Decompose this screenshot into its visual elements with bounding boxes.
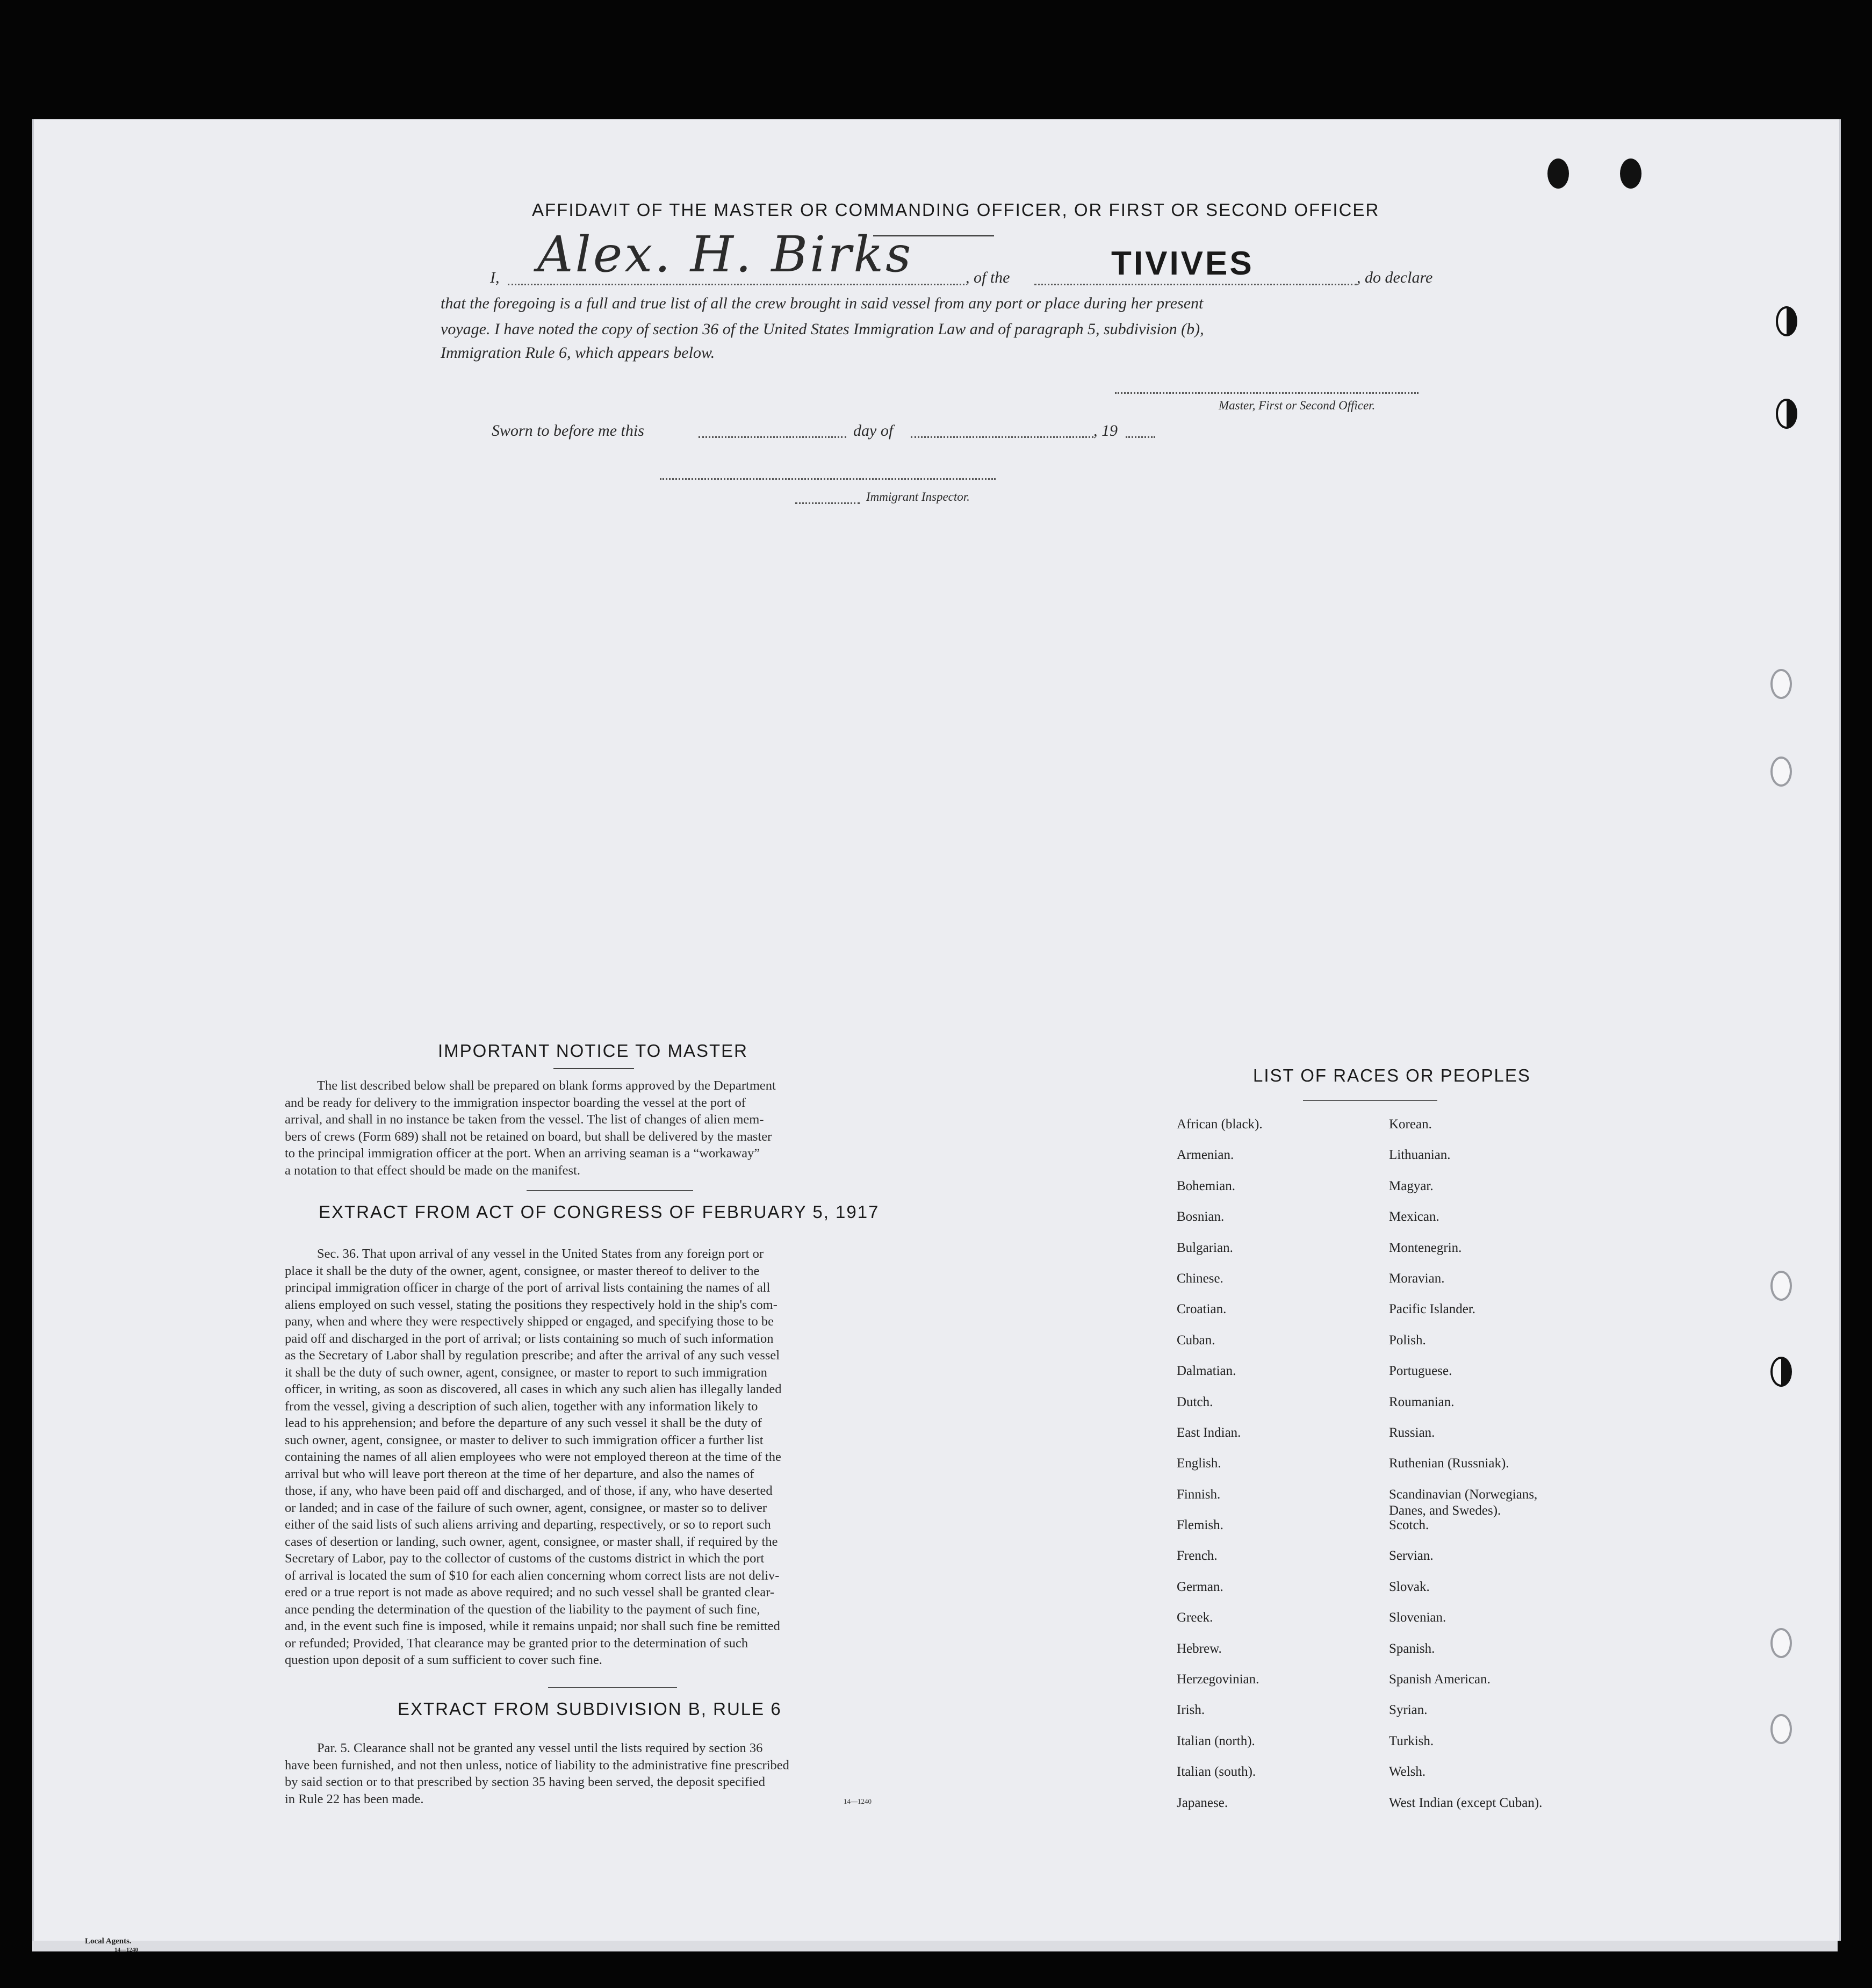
race-item: Turkish. xyxy=(1389,1733,1434,1748)
officer-signature: Alex. H. Birks xyxy=(537,226,913,283)
punch-hole xyxy=(1770,1714,1792,1744)
race-item: Cuban. xyxy=(1177,1332,1215,1348)
race-item: Slovenian. xyxy=(1389,1610,1446,1625)
body-line: Sec. 36. That upon arrival of any vessel in the United States from any foreign port or xyxy=(317,1247,764,1261)
race-item: Herzegovinian. xyxy=(1177,1672,1259,1687)
race-item: Spanish. xyxy=(1389,1641,1435,1656)
race-item: Italian (north). xyxy=(1177,1733,1255,1748)
notice-line: The list described below shall be prepared on blank forms approved by the Department xyxy=(317,1078,776,1093)
form-number: 14—1240 xyxy=(844,1797,872,1805)
extract-rule-title: EXTRACT FROM SUBDIVISION B, RULE 6 xyxy=(398,1699,782,1719)
inspector-caption: Immigrant Inspector. xyxy=(866,490,970,503)
punch-hole xyxy=(1776,399,1797,429)
race-item: Ruthenian (Russniak). xyxy=(1389,1456,1509,1471)
master-caption: Master, First or Second Officer. xyxy=(1219,399,1376,412)
do-declare-label: , do declare xyxy=(1357,269,1433,286)
race-item: Mexican. xyxy=(1389,1209,1439,1225)
extract-rule-body xyxy=(285,1740,908,1807)
race-item: Dalmatian. xyxy=(1177,1364,1236,1379)
race-item: Roumanian. xyxy=(1389,1394,1455,1409)
race-item: Servian. xyxy=(1389,1548,1434,1564)
body-line: Par. 5. Clearance shall not be granted any vessel until the lists required by section 36 xyxy=(317,1741,763,1755)
race-item: French. xyxy=(1177,1548,1218,1564)
body-line: as the Secretary of Labor shall by regulation prescribe; and after the arrival of any such vessel xyxy=(285,1348,780,1363)
body-line: in Rule 22 has been made. xyxy=(285,1791,424,1806)
race-item: East Indian. xyxy=(1177,1425,1241,1440)
body-line: from the vessel, giving a description of such alien, together with any information likely to xyxy=(285,1399,758,1414)
race-item: Greek. xyxy=(1177,1610,1213,1625)
body-line: and, in the event such fine is imposed, while it remains unpaid; nor shall such fine be remitted xyxy=(285,1619,780,1633)
master-signature-line xyxy=(1115,392,1419,394)
punch-hole xyxy=(1770,1628,1792,1658)
race-item: Magyar. xyxy=(1389,1178,1434,1193)
race-item: Russian. xyxy=(1389,1425,1435,1440)
inspector-signature-line xyxy=(660,478,996,480)
race-item: English. xyxy=(1177,1456,1221,1471)
body-line: paid off and discharged in the port of arrival; or lists containing so much of such information xyxy=(285,1331,774,1346)
race-item: Moravian. xyxy=(1389,1271,1445,1286)
sheet-bottom-edge xyxy=(32,1941,1838,1951)
race-item: Korean. xyxy=(1389,1117,1432,1132)
vessel-name-line xyxy=(1034,284,1357,285)
body-line: place it shall be the duty of the owner, agent, consignee, or master thereof to deliver to the xyxy=(285,1263,760,1278)
footer-note xyxy=(85,1937,138,1954)
race-item: Lithuanian. xyxy=(1389,1148,1451,1163)
body-line: it shall be the duty of such owner, agent, consignee, or master to report to such immigration xyxy=(285,1365,767,1380)
footer-agents: Local Agents. xyxy=(85,1937,132,1946)
affidavit-body-line: voyage. I have noted the copy of section 36 of the United States Immigration Law and of paragraph 5, subdivision (b), xyxy=(441,320,1204,338)
notice-end-divider xyxy=(527,1190,693,1191)
affidavit-i-label: I, xyxy=(490,269,500,286)
race-item: Montenegrin. xyxy=(1389,1240,1462,1255)
body-line: arrival but who will leave port thereon at the time of her departure, and also the names of xyxy=(285,1466,754,1481)
body-line: aliens employed on such vessel, stating the positions they respectively hold in the ship's com- xyxy=(285,1297,777,1312)
body-line: lead to his apprehension; and before the departure of any such vessel it shall be the duty of xyxy=(285,1416,762,1430)
race-item: Bosnian. xyxy=(1177,1209,1225,1225)
race-item: Spanish American. xyxy=(1389,1672,1491,1687)
race-item: Croatian. xyxy=(1177,1302,1227,1317)
punch-hole xyxy=(1770,1271,1792,1301)
race-item: Bohemian. xyxy=(1177,1178,1236,1193)
punch-hole xyxy=(1776,306,1797,336)
body-line: officer, in writing, as soon as discovered, all cases in which any such alien has illegally landed xyxy=(285,1382,782,1396)
inspector-caption-line xyxy=(795,502,860,504)
body-line: have been furnished, and not then unless, notice of liability to the administrative fine prescribed xyxy=(285,1757,789,1773)
races-list xyxy=(1177,1117,1607,1836)
race-item: Armenian. xyxy=(1177,1148,1234,1163)
punch-hole xyxy=(1770,669,1792,699)
extract-act-body xyxy=(285,1245,897,1669)
race-item: Scandinavian (Norwegians, Danes, and Swedes). xyxy=(1389,1487,1538,1518)
day-of-label: day of xyxy=(853,422,894,440)
race-item: West Indian (except Cuban). xyxy=(1389,1795,1543,1810)
notice-line: arrival, and shall in no instance be taken from the vessel. The list of changes of alien mem- xyxy=(285,1112,764,1127)
race-item: Polish. xyxy=(1389,1332,1426,1348)
race-item: Portuguese. xyxy=(1389,1364,1452,1379)
of-the-label: , of the xyxy=(966,269,1010,286)
extract-divider xyxy=(548,1687,677,1688)
affidavit-body-line: Immigration Rule 6, which appears below. xyxy=(441,344,715,362)
races-divider xyxy=(1303,1100,1437,1101)
race-item: Dutch. xyxy=(1177,1394,1213,1409)
race-item: Bulgarian. xyxy=(1177,1240,1233,1255)
notice-line: to the principal immigration officer at the port. When an arriving seaman is a “workaway” xyxy=(285,1146,760,1161)
affidavit-title: AFFIDAVIT OF THE MASTER OR COMMANDING OFFICER, OR FIRST OR SECOND OFFICER xyxy=(532,200,1380,220)
body-line: pany, when and where they were respectively shipped or engaged, and specifying those to be xyxy=(285,1314,774,1329)
race-item: Slovak. xyxy=(1389,1579,1430,1594)
body-line: either of the said lists of such aliens arriving and departing, respectively, or so to report such xyxy=(285,1517,771,1532)
races-left-column xyxy=(1177,1117,1402,1826)
race-item: Pacific Islander. xyxy=(1389,1302,1476,1317)
body-line: question upon deposit of a sum sufficient to cover such fine. xyxy=(285,1653,602,1667)
punch-hole xyxy=(1770,1357,1792,1387)
punch-hole xyxy=(1620,159,1641,189)
sworn-year-line xyxy=(1126,436,1155,438)
race-item: Hebrew. xyxy=(1177,1641,1222,1656)
body-line: cases of desertion or landing, such owner, agent, consignee, or master shall, if required by the xyxy=(285,1534,778,1549)
races-right-column xyxy=(1389,1117,1615,1826)
body-line: ance pending the determination of the question of the liability to the payment of such fine, xyxy=(285,1602,760,1617)
race-item: Finnish. xyxy=(1177,1487,1221,1502)
body-line: principal immigration officer in charge of the port of arrival lists containing the names of all xyxy=(285,1280,771,1295)
body-line: those, if any, who have been paid off and discharged, and of those, if any, who have deserted xyxy=(285,1483,773,1498)
notice-line: a notation to that effect should be made on the manifest. xyxy=(285,1163,580,1178)
vessel-name: TIVIVES xyxy=(1111,245,1254,282)
body-line: or refunded; Provided, That clearance may be granted prior to the determination of such xyxy=(285,1636,748,1651)
notice-divider xyxy=(553,1068,634,1069)
officer-name-line xyxy=(508,284,964,285)
punch-hole xyxy=(1770,757,1792,787)
race-item: Welsh. xyxy=(1389,1764,1426,1780)
race-item: Flemish. xyxy=(1177,1518,1223,1533)
body-line: Secretary of Labor, pay to the collector of customs of the customs district in which the port xyxy=(285,1551,765,1566)
races-title: LIST OF RACES OR PEOPLES xyxy=(1253,1065,1531,1085)
body-line: containing the names of all alien employees who were not employed thereon at the time of the xyxy=(285,1450,781,1464)
sworn-day-line xyxy=(699,436,846,438)
footer-form-number: 14—1240 xyxy=(114,1947,138,1953)
notice-line: bers of crews (Form 689) shall not be retained on board, but shall be delivered by the master xyxy=(285,1129,772,1144)
race-item: Japanese. xyxy=(1177,1795,1228,1810)
body-line: or landed; and in case of the failure of such owner, agent, consignee, or master so to deliver xyxy=(285,1500,767,1515)
race-item: Chinese. xyxy=(1177,1271,1223,1286)
race-item: African (black). xyxy=(1177,1117,1263,1132)
notice-title: IMPORTANT NOTICE TO MASTER xyxy=(438,1041,748,1061)
body-line: such owner, agent, consignee, or master to deliver to such immigration officer a further list xyxy=(285,1432,764,1447)
notice-body xyxy=(285,1077,897,1179)
body-line: of arrival is located the sum of $10 for each alien concerning whom correct lists are not deliv- xyxy=(285,1568,780,1583)
race-item: German. xyxy=(1177,1579,1223,1594)
affidavit-body-line: that the foregoing is a full and true list of all the crew brought in said vessel from any port or place during her present xyxy=(441,294,1204,312)
notice-line: and be ready for delivery to the immigration inspector boarding the vessel at the port of xyxy=(285,1095,746,1110)
punch-hole xyxy=(1547,159,1569,189)
extract-act-title: EXTRACT FROM ACT OF CONGRESS OF FEBRUARY 5, 1917 xyxy=(319,1202,880,1222)
race-item: Italian (south). xyxy=(1177,1764,1256,1780)
sworn-label: Sworn to before me this xyxy=(492,422,644,440)
race-item: Irish. xyxy=(1177,1703,1205,1718)
race-item: Scotch. xyxy=(1389,1518,1429,1533)
body-line: by said section or to that prescribed by section 35 having been served, the deposit specified xyxy=(285,1775,765,1789)
sworn-month-line xyxy=(911,436,1093,438)
body-line: ered or a true report is not made as above required; and no such vessel shall be granted clear- xyxy=(285,1585,775,1600)
race-item: Syrian. xyxy=(1389,1703,1428,1718)
year-prefix: , 19 xyxy=(1093,422,1118,440)
